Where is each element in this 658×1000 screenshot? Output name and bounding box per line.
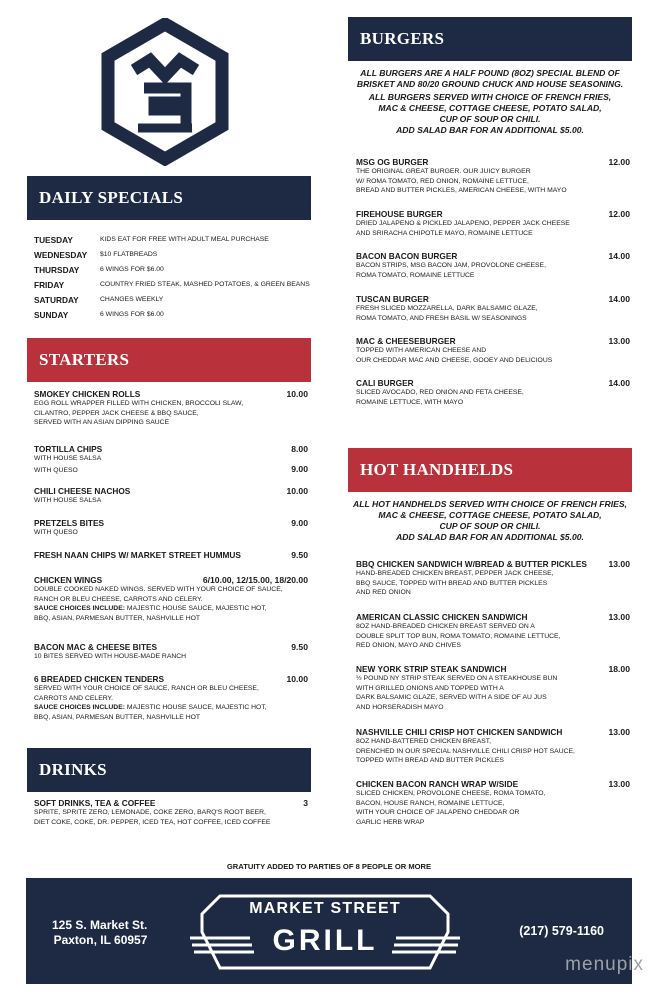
intro-line: BRISKET AND 80/20 GROUND CHUCK AND HOUSE SEASONING.: [356, 79, 624, 89]
menu-item: [356, 209, 630, 238]
special-day: THURSDAY: [34, 264, 80, 275]
item-name: MSG OG BURGER: [356, 157, 429, 167]
footer-bar: [26, 878, 632, 984]
item-price: 13.00: [608, 336, 630, 346]
sauce-text: MAJESTIC HOUSE SAUCE, MAJESTIC HOT,: [125, 704, 267, 712]
daily-specials-list: [34, 232, 324, 322]
special-desc: KIDS EAT FOR FREE WITH ADULT MEAL PURCHASE: [100, 236, 269, 243]
item-desc: OUR CHEDDAR MAC AND CHEESE, GOOEY AND DELICIOUS: [356, 356, 553, 364]
item-desc: SERVED WITH AN ASIAN DIPPING SAUCE: [34, 419, 170, 427]
item-desc: EGG ROLL WRAPPER FILLED WITH CHICKEN, BROCCOLI SLAW,: [34, 400, 244, 407]
drinks-title: DRINKS: [39, 760, 107, 779]
item-desc: AND SRIRACHA CHIPOTLE MAYO, ROMAINE LETTUCE: [356, 229, 533, 237]
item-price: 13.00: [608, 559, 630, 569]
menu-item: [34, 798, 308, 827]
item-name: BACON BACON BURGER: [356, 251, 458, 261]
item-price: 3: [303, 798, 308, 808]
item-name: AMERICAN CLASSIC CHICKEN SANDWICH: [356, 612, 528, 622]
intro-line: CUP OF SOUP OR CHILI.: [439, 114, 541, 124]
item-name: NASHVILLE CHILI CRISP HOT CHICKEN SANDWICH: [356, 727, 563, 737]
item-price: 14.00: [608, 251, 630, 261]
special-day: WEDNESDAY: [34, 249, 88, 260]
hot-handhelds-banner: [348, 448, 632, 492]
burgers-banner: [348, 17, 632, 61]
item-price: 13.00: [608, 612, 630, 622]
item-desc: FRESH SLICED MOZZARELLA, DARK BALSAMIC GLAZE,: [356, 305, 538, 312]
menu-item: [34, 575, 308, 623]
item-desc: CILANTRO, PEPPER JACK CHEESE & BBQ SAUCE,: [34, 409, 199, 417]
item-desc: HAND-BREADED CHICKEN BREAST, PEPPER JACK CHEESE,: [356, 570, 554, 577]
item-desc: BACON, HOUSE RANCH, ROMAINE LETTUCE,: [356, 799, 505, 807]
item-desc: WITH QUESO: [34, 466, 78, 474]
item-desc: SPRITE, SPRITE ZERO, LEMONADE, COKE ZERO, BARQ'S ROOT BEER,: [34, 809, 266, 816]
item-name: TORTILLA CHIPS: [34, 444, 103, 454]
address: [52, 918, 147, 948]
msg-logo: [100, 18, 230, 166]
item-desc: WITH HOUSE SALSA: [34, 455, 102, 462]
special-row: [34, 262, 324, 277]
daily-specials-title: DAILY SPECIALS: [39, 188, 184, 207]
address-line: 125 S. Market St.: [52, 918, 148, 932]
sauce-label: SAUCE CHOICES INCLUDE:: [34, 704, 126, 712]
sign-line2: GRILL: [272, 924, 378, 957]
sauce-choices: [34, 604, 308, 614]
item-price: 12.00: [608, 209, 630, 219]
item-price: 9.50: [291, 550, 308, 560]
item-desc: DOUBLE COOKED NAKED WINGS. SERVED WITH YOUR CHOICE OF SAUCE,: [34, 586, 283, 593]
gratuity-note: GRATUITY ADDED TO PARTIES OF 8 PEOPLE OR MORE: [226, 862, 432, 871]
starters-banner: [27, 338, 311, 382]
item-desc: SLICED CHICKEN, PROVOLONE CHEESE, ROMA TOMATO,: [356, 790, 546, 797]
menu-item: [356, 157, 630, 196]
menu-item: [34, 486, 308, 506]
item-desc: SERVED WITH YOUR CHOICE OF SAUCE, RANCH OR BLEU CHEESE,: [34, 685, 259, 692]
msg-logo-icon: [100, 18, 230, 166]
special-row: [34, 292, 324, 307]
daily-specials-banner: [27, 176, 311, 220]
item-desc: ROMA TOMATO, ROMAINE LETTUCE: [356, 271, 475, 279]
item-name: FRESH NAAN CHIPS W/ MARKET STREET HUMMUS: [34, 550, 241, 560]
item-desc: GARLIC HERB WRAP: [356, 818, 425, 826]
item-price: 6/10.00, 12/15.00, 18/20.00: [202, 575, 308, 585]
item-name: PRETZELS BITES: [34, 518, 105, 528]
item-name: CHICKEN BACON RANCH WRAP W/SIDE: [356, 779, 519, 789]
menu-item: [356, 559, 630, 598]
sauce-choices: [34, 703, 308, 713]
hot-handhelds-intro: [348, 499, 632, 543]
item-desc: WITH GRILLED ONIONS AND TOPPED WITH A: [356, 684, 504, 692]
special-row: [34, 277, 324, 292]
intro-line: MAC & CHEESE, COTTAGE CHEESE, POTATO SALAD,: [378, 510, 602, 520]
item-desc: SLICED AVOCADO, RED ONION AND FETA CHEESE,: [356, 389, 524, 396]
item-price: 8.00: [291, 444, 308, 454]
item-price: 10.00: [286, 486, 308, 496]
item-desc: WITH HOUSE SALSA: [34, 497, 102, 504]
item-price: 13.00: [608, 727, 630, 737]
burgers-title: BURGERS: [360, 29, 445, 48]
item-desc: TOPPED WITH AMERICAN CHEESE AND: [356, 347, 487, 354]
special-row: [34, 232, 324, 247]
intro-line: ALL BURGERS ARE A HALF POUND (8OZ) SPECIAL BLEND OF: [360, 68, 620, 78]
menu-item: [356, 779, 630, 827]
special-day: TUESDAY: [34, 234, 73, 245]
menu-item: [356, 294, 630, 323]
item-name: CHICKEN WINGS: [34, 575, 103, 585]
item-desc: BBQ, ASIAN, PARMESAN BUTTER, NASHVILLE HOT: [34, 614, 201, 622]
item-name: CALI BURGER: [356, 378, 414, 388]
item-desc: W/ ROMA TOMATO, RED ONION, ROMAINE LETTUCE,: [356, 177, 529, 185]
menu-item: [356, 612, 630, 651]
special-desc: $10 FLATBREADS: [100, 251, 158, 258]
special-day: SUNDAY: [34, 309, 69, 320]
sauce-text: MAJESTIC HOUSE SAUCE, MAJESTIC HOT,: [125, 605, 267, 613]
item-desc: ½ POUND NY STRIP STEAK SERVED ON A STEAKHOUSE BUN: [356, 675, 558, 682]
sign-line1: MARKET STREET: [249, 900, 401, 917]
intro-line: ALL BURGERS SERVED WITH CHOICE OF FRENCH FRIES,: [368, 92, 612, 102]
item-price: 9.00: [291, 518, 308, 528]
menu-item: [356, 336, 630, 365]
item-desc: DRIED JALAPENO & PICKLED JALAPENO, PEPPER JACK CHEESE: [356, 220, 570, 227]
item-desc: DIET COKE, COKE, DR. PEPPER, ICED TEA, HOT COFFEE, ICED COFFEE: [34, 818, 271, 826]
item-desc: BREAD AND BUTTER PICKLES, AMERICAN CHEESE, WITH MAYO: [356, 187, 567, 195]
item-name: 6 BREADED CHICKEN TENDERS: [34, 674, 164, 684]
address-line: Paxton, IL 60957: [53, 933, 148, 947]
item-desc: TOPPED WITH BREAD AND BUTTER PICKLES: [356, 757, 504, 765]
item-name: BBQ CHICKEN SANDWICH W/BREAD & BUTTER PICKLES: [356, 559, 587, 569]
menu-item: [34, 550, 308, 560]
intro-line: ADD SALAD BAR FOR AN ADDITIONAL $5.00.: [396, 532, 584, 542]
special-row: [34, 307, 324, 322]
item-name: TUSCAN BURGER: [356, 294, 429, 304]
item-price: 9.00: [291, 463, 308, 474]
special-day: FRIDAY: [34, 279, 65, 290]
special-desc: COUNTRY FRIED STEAK, MASHED POTATOES, & GREEN BEANS: [100, 281, 310, 288]
item-desc: CARROTS AND CELERY.: [34, 694, 114, 702]
item-desc: 8OZ HAND-BATTERED CHICKEN BREAST,: [356, 738, 492, 745]
item-desc: BBQ, ASIAN, PARMESAN BUTTER, NASHVILLE HOT: [34, 713, 201, 721]
item-name: FIREHOUSE BURGER: [356, 209, 443, 219]
hot-handhelds-title: HOT HANDHELDS: [360, 460, 514, 479]
item-price: 10.00: [286, 674, 308, 684]
special-desc: CHANGES WEEKLY: [100, 296, 164, 303]
item-desc: DARK BALSAMIC GLAZE, SERVED WITH A SIDE OF AU JUS: [356, 694, 547, 702]
item-desc: BACON STRIPS, MSG BACON JAM, PROVOLONE CHEESE,: [356, 262, 546, 269]
item-desc: WITH YOUR CHOICE OF JALAPENO CHEDDAR OR: [356, 809, 520, 817]
item-price: 18.00: [608, 664, 630, 674]
menu-item: [356, 727, 630, 766]
item-desc: AND RED ONION: [356, 589, 411, 597]
intro-line: CUP OF SOUP OR CHILI.: [439, 521, 541, 531]
menu-item: [356, 664, 630, 712]
item-name: NEW YORK STRIP STEAK SANDWICH: [356, 664, 507, 674]
item-desc: 8OZ HAND-BREADED CHICKEN BREAST SERVED ON A: [356, 623, 535, 630]
item-desc: RANCH OR BLEU CHEESE, CARROTS AND CELERY.: [34, 595, 203, 603]
special-desc: 6 WINGS FOR $6.00: [100, 311, 164, 318]
menu-item: [356, 378, 630, 407]
item-price: 14.00: [608, 294, 630, 304]
special-desc: 6 WINGS FOR $6.00: [100, 266, 164, 273]
item-desc: THE ORIGINAL GREAT BURGER. OUR JUICY BURGER: [356, 168, 531, 175]
item-desc: DRENCHED IN OUR SPECIAL NASHVILLE CHILI CRISP HOT SAUCE,: [356, 747, 575, 755]
menu-item: [34, 389, 308, 428]
sauce-label: SAUCE CHOICES INCLUDE:: [34, 605, 126, 613]
item-price: 13.00: [608, 779, 630, 789]
item-price: 10.00: [286, 389, 308, 399]
menu-item: [34, 674, 308, 722]
item-name: CHILI CHEESE NACHOS: [34, 486, 131, 496]
item-desc: ROMAINE LETTUCE, WITH MAYO: [356, 398, 464, 406]
item-name: SMOKEY CHICKEN ROLLS: [34, 389, 141, 399]
item-name: BACON MAC & CHEESE BITES: [34, 642, 158, 652]
menu-item: [34, 444, 308, 475]
grill-sign: [190, 892, 460, 972]
item-name: MAC & CHEESEBURGER: [356, 336, 456, 346]
special-row: [34, 247, 324, 262]
item-desc: 10 BITES SERVED WITH HOUSE-MADE RANCH: [34, 653, 187, 660]
item-desc: RED ONION, MAYO AND CHIVES: [356, 642, 461, 650]
item-desc: BBQ SAUCE, TOPPED WITH BREAD AND BUTTER PICKLES: [356, 579, 548, 587]
item-name: SOFT DRINKS, TEA & COFFEE: [34, 798, 156, 808]
phone-number: (217) 579-1160: [519, 924, 604, 938]
intro-line: MAC & CHEESE, COTTAGE CHEESE, POTATO SALAD,: [378, 103, 602, 113]
item-price: 14.00: [608, 378, 630, 388]
drinks-banner: [27, 748, 311, 792]
burgers-intro: [348, 68, 632, 136]
starters-title: STARTERS: [39, 350, 130, 369]
item-desc: WITH QUESO: [34, 529, 78, 536]
intro-line: ALL HOT HANDHELDS SERVED WITH CHOICE OF FRENCH FRIES,: [353, 499, 627, 509]
menu-item: [356, 251, 630, 280]
menupix-watermark: menupix: [565, 954, 644, 975]
item-desc: ROMA TOMATO, AND FRESH BASIL W/ SEASONINGS: [356, 314, 527, 322]
item-price: 9.50: [291, 642, 308, 652]
special-day: SATURDAY: [34, 294, 79, 305]
menu-item: [34, 518, 308, 538]
item-price: 12.00: [608, 157, 630, 167]
menu-item: [34, 642, 308, 662]
item-desc: DOUBLE SPLIT TOP BUN, ROMA TOMATO, ROMAINE LETTUCE,: [356, 632, 561, 640]
intro-line: ADD SALAD BAR FOR AN ADDITIONAL $5.00.: [396, 125, 584, 135]
item-desc: AND HORSERADISH MAYO: [356, 703, 444, 711]
